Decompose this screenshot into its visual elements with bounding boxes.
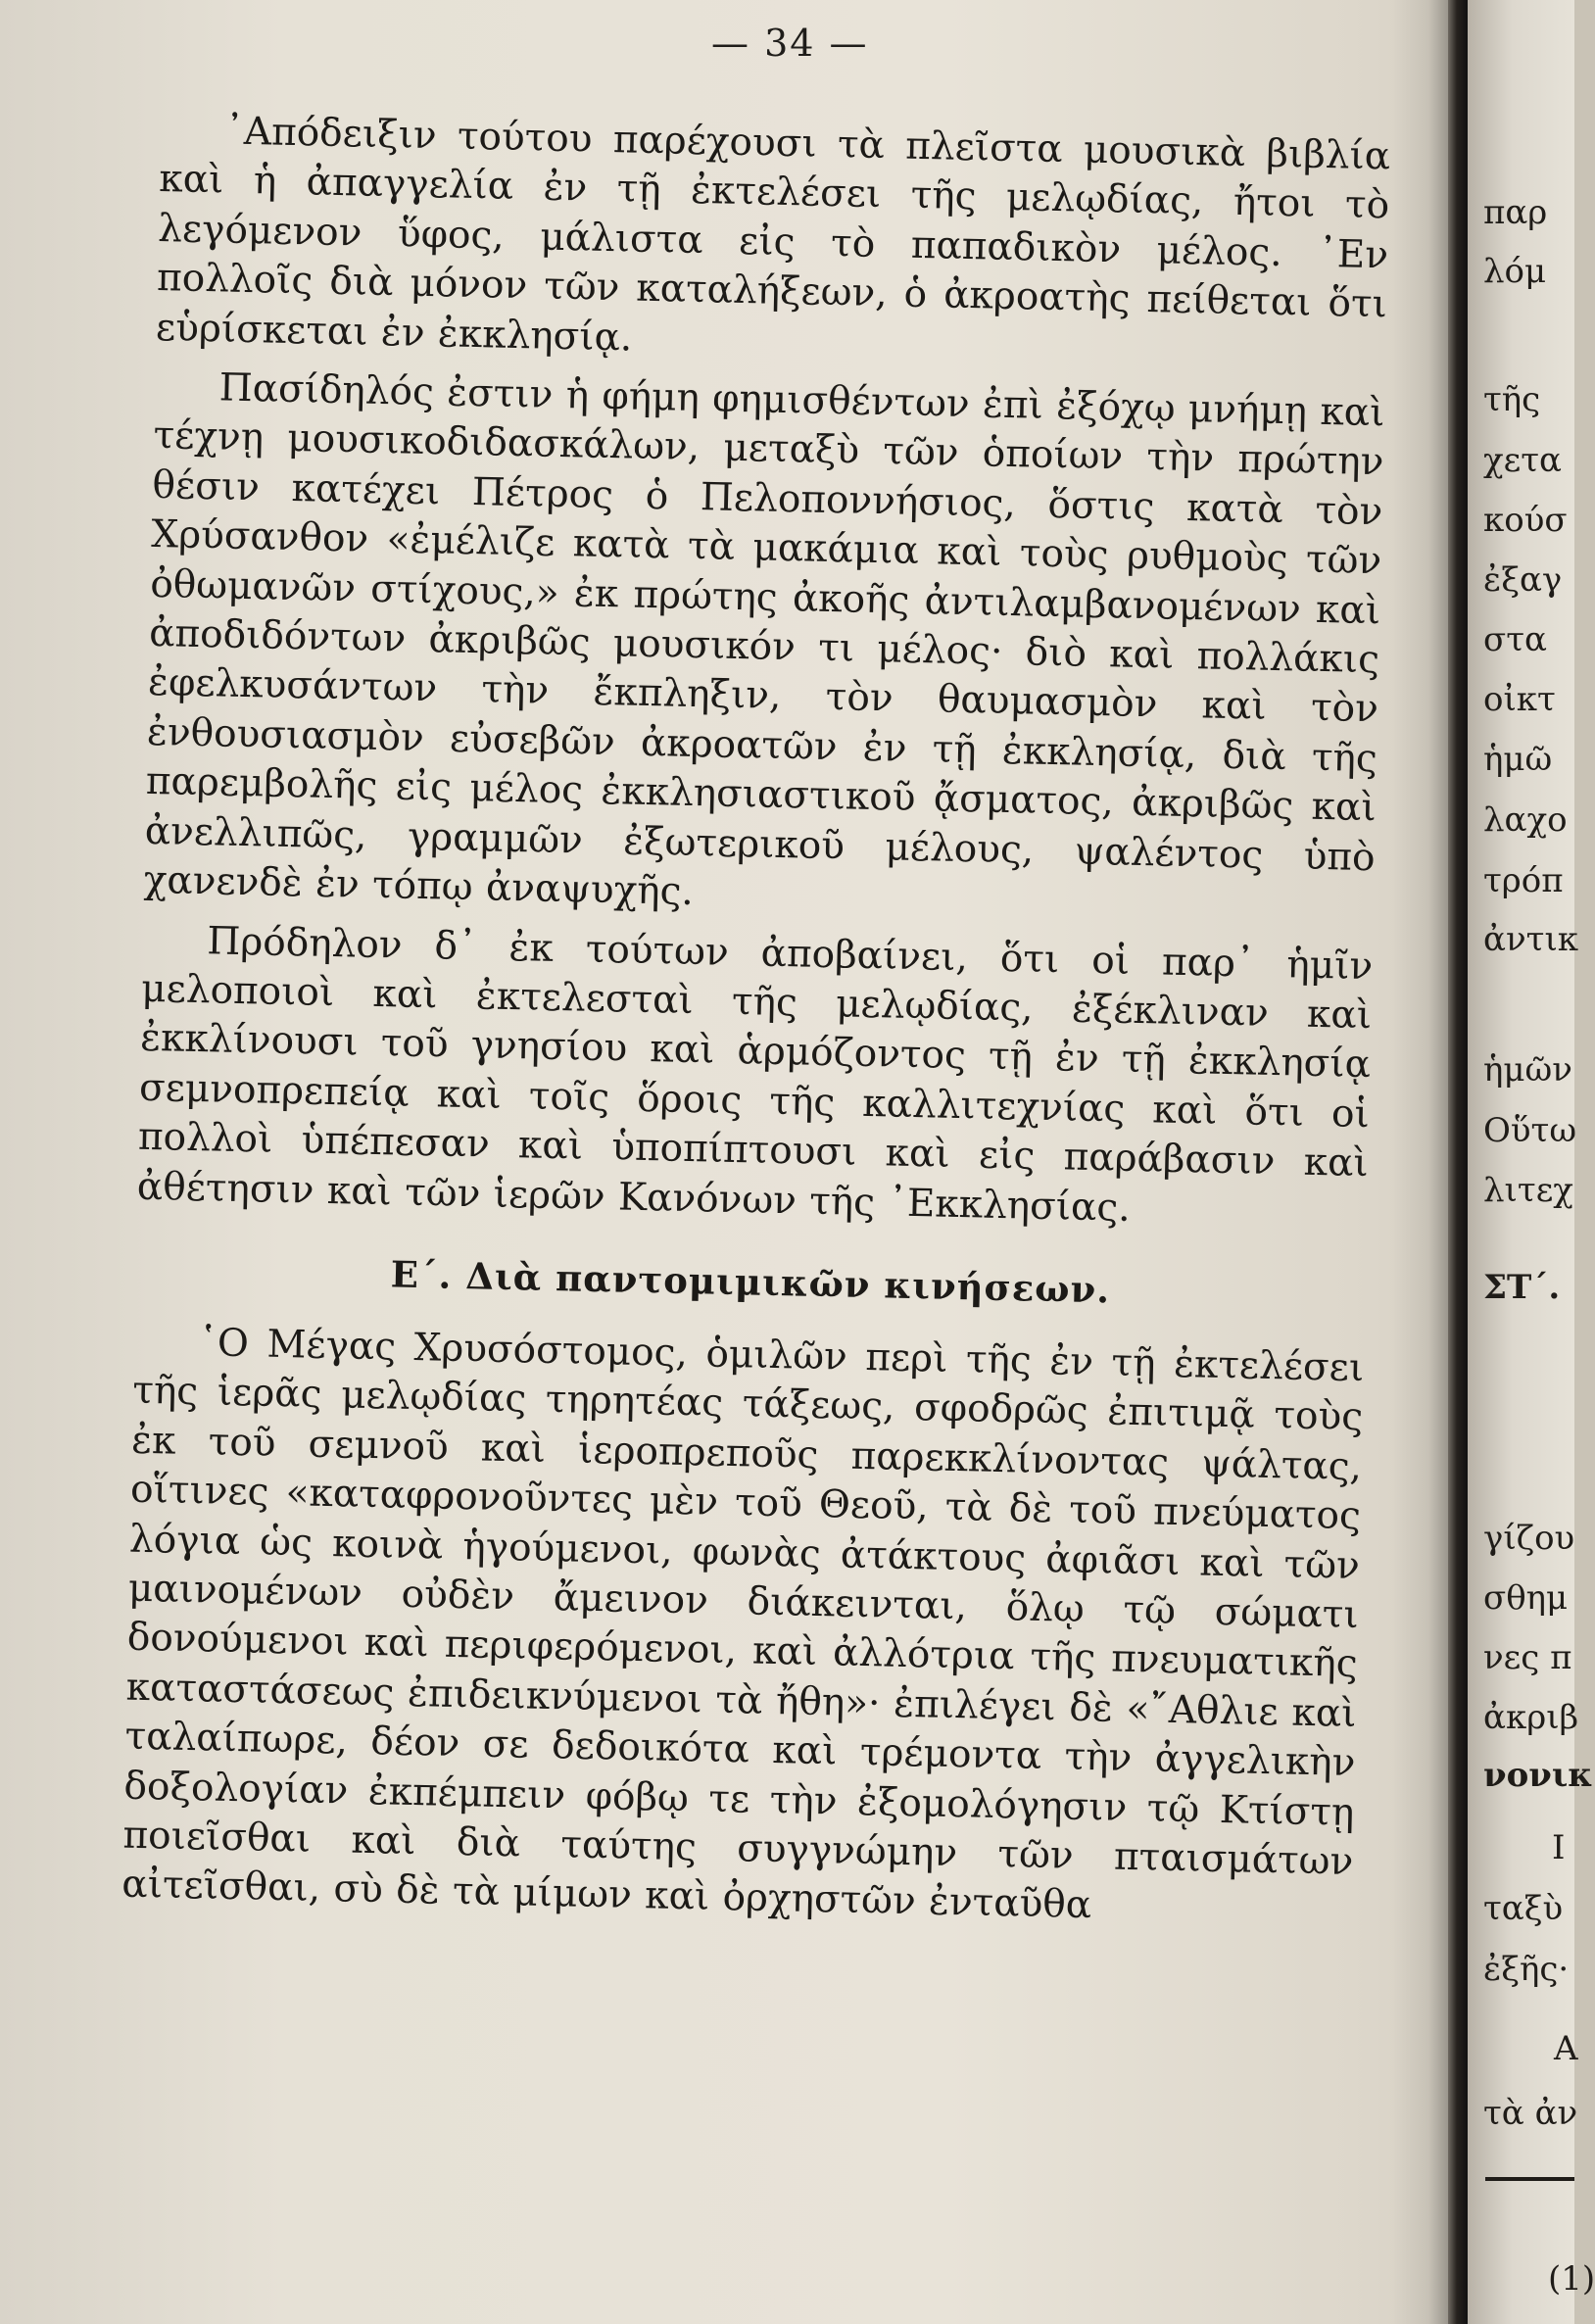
adjacent-text-fragment: λαχο: [1483, 800, 1568, 840]
main-text-column: [121, 106, 1391, 1937]
adjacent-text-fragment: λιτεχ: [1483, 1171, 1573, 1210]
binding-shadow: [1391, 0, 1448, 2324]
adjacent-text-fragment: ἐξῆς·: [1483, 1950, 1570, 1989]
adjacent-footnote-number: (1): [1548, 2259, 1595, 2299]
book-gutter: [1448, 0, 1468, 2324]
paragraph-1: ᾿Απόδειξιν τούτου παρέχουσι τὰ πλεῖστα μουσικὰ βιβλία καὶ ἡ ἀπαγγελία ἐν τῇ ἐκτελέσει τῆς μελῳδίας, ἤτοι τὸ λεγόμενον ὕφος, μάλιστα εἰς τὸ παπαδικὸν μέλος. ᾿Εν πολλοῖς διὰ μόνον τῶν καταλήξεων, ὁ ἀκροατὴς πείθεται ὅτι εὑρίσκεται ἐν ἐκκλησίᾳ.: [155, 109, 1391, 361]
adjacent-text-fragment: Οὕτω: [1483, 1111, 1577, 1150]
adjacent-section-fragment: ΣΤ΄.: [1483, 1268, 1561, 1307]
adjacent-text-fragment: ἀντικ: [1483, 920, 1579, 959]
adjacent-text-fragment: γίζου: [1483, 1519, 1575, 1558]
adjacent-text-fragment: τῆς: [1483, 380, 1541, 419]
adjacent-text-fragment: λόμ: [1483, 252, 1547, 291]
adjacent-text-fragment: στα: [1483, 620, 1547, 659]
adjacent-text-fragment: τὰ ἀν: [1483, 2094, 1578, 2133]
adjacent-text-fragment: σθημ: [1483, 1578, 1569, 1618]
adjacent-text-fragment: οἰκτ: [1483, 680, 1556, 719]
page-number: — 34 —: [711, 22, 869, 65]
adjacent-text-fragment: Α: [1554, 2029, 1578, 2068]
adjacent-text-fragment: τρόπ: [1483, 861, 1564, 900]
paragraph-2: Πασίδηλός ἐστιν ἡ φήμη φημισθέντων ἐπὶ ἐξόχῳ μνήμῃ καὶ τέχνῃ μουσικοδιδασκάλων, μεταξὺ τῶν ὁποίων τὴν πρώτην θέσιν κατέχει Πέτρος ὁ Πελοποννήσιος, ὅστις κατὰ τὸν Χρύσανθον «ἐμέλιζε κατὰ τὰ μακάμια καὶ τοὺς ρυθμοὺς τῶν ὀθωμανῶν στίχους,» ἐκ πρώτης ἀκοῆς ἀντιλαμβανομένων καὶ ἀποδιδόντων ἀκριβῶς μουσικόν τι μέλος· διὸ καὶ πολλάκις ἐφελκυσάντων τὴν ἔκπληξιν, τὸν θαυμασμὸν καὶ τὸν ἐνθουσιασμὸν εὐσεβῶν ἀκροατῶν ἐν τῇ ἐκκλησίᾳ, διὰ τῆς παρεμβολῆς εἰς μέλος ἐκκλησιαστικοῦ ᾄσματος, ἀκριβῶς καὶ ἀνελλιπῶς, γραμμῶν ἐξωτερικοῦ μέλους, ψαλέντος ὑπὸ χανενδὲ ἐν τόπῳ ἀναψυχῆς.: [143, 365, 1385, 915]
adjacent-text-fragment: παρ: [1483, 193, 1548, 232]
adjacent-text-fragment: ἡμῶν: [1483, 1050, 1572, 1089]
paragraph-3: Πρόδηλον δ᾿ ἐκ τούτων ἀποβαίνει, ὅτι οἱ παρ᾿ ἡμῖν μελοποιοὶ καὶ ἐκτελεσταὶ τῆς μελῳδίας, ἐξέκλιναν καὶ ἐκκλίνουσι τοῦ γνησίου καὶ ἁρμόζοντος τῇ ἐν τῇ ἐκκλησίᾳ σεμνοπρεπείᾳ καὶ τοῖς ὅροις τῆς καλλιτεχνίας καὶ ὅτι οἱ πολλοὶ ὑπέπεσαν καὶ ὑποπίπτουσι καὶ εἰς παράβασιν καὶ ἀθέτησιν καὶ τῶν ἱερῶν Κανόνων τῆς ᾿Εκκλησίας.: [136, 918, 1374, 1231]
final-paragraph: ῾Ο Μέγας Χρυσόστομος, ὁμιλῶν περὶ τῆς ἐν τῇ ἐκτελέσει τῆς ἱερᾶς μελῳδίας τηρητέας τάξεως, σφοδρῶς ἐπιτιμᾷ τοὺς ἐκ τοῦ σεμνοῦ καὶ ἱεροπρεποῦς παρεκκλίνοντας ψάλτας, οἵτινες «καταφρονοῦντες μὲν τοῦ Θεοῦ, τὰ δὲ τοῦ πνεύματος λόγια ὡς κοινὰ ἡγούμενοι, φωνὰς ἀτάκτους ἀφιᾶσι καὶ τῶν μαινομένων οὐδὲν ἄμεινον διάκεινται, ὅλῳ τῷ σώματι δονούμενοι καὶ περιφερόμενοι, καὶ ἀλλότρια τῆς πνευματικῆς καταστάσεως ἐπιδεικνύμενοι τὰ ἤθη»· ἐπιλέγει δὲ «῎Αθλιε καὶ ταλαίπωρε, δέον σε δεδοικότα καὶ τρέμοντα τὴν ἀγγελικὴν δοξολογίαν ἐκπέμπειν φόβῳ τε τὴν ἐξομολόγησιν τῷ Κτίστῃ ποιεῖσθαι καὶ διὰ ταύτης συγγνώμην τῶν πταισμάτων αἰτεῖσθαι, σὺ δὲ τὰ μίμων καὶ ὀρχηστῶν ἐνταῦθα: [121, 1321, 1365, 1928]
adjacent-text-fragment: κούσ: [1483, 501, 1568, 540]
section-heading: Ε΄. Διὰ παντομιμικῶν κινήσεων.: [390, 1252, 1111, 1312]
adjacent-text-fragment: χετα: [1483, 441, 1562, 480]
adjacent-text-fragment: ἀκριβ: [1483, 1698, 1579, 1737]
adjacent-text-fragment: νονικ: [1483, 1756, 1593, 1795]
adjacent-footnote-rule: [1485, 2177, 1574, 2181]
adjacent-text-fragment: ταξὺ: [1483, 1889, 1564, 1928]
adjacent-text-fragment: νες π: [1483, 1638, 1572, 1677]
adjacent-text-fragment: ἐξαγ: [1483, 560, 1563, 600]
adjacent-text-fragment: ἡμῶ: [1483, 740, 1553, 779]
adjacent-text-fragment: Ι: [1552, 1828, 1566, 1867]
adjacent-page-edge: [1468, 0, 1595, 2324]
